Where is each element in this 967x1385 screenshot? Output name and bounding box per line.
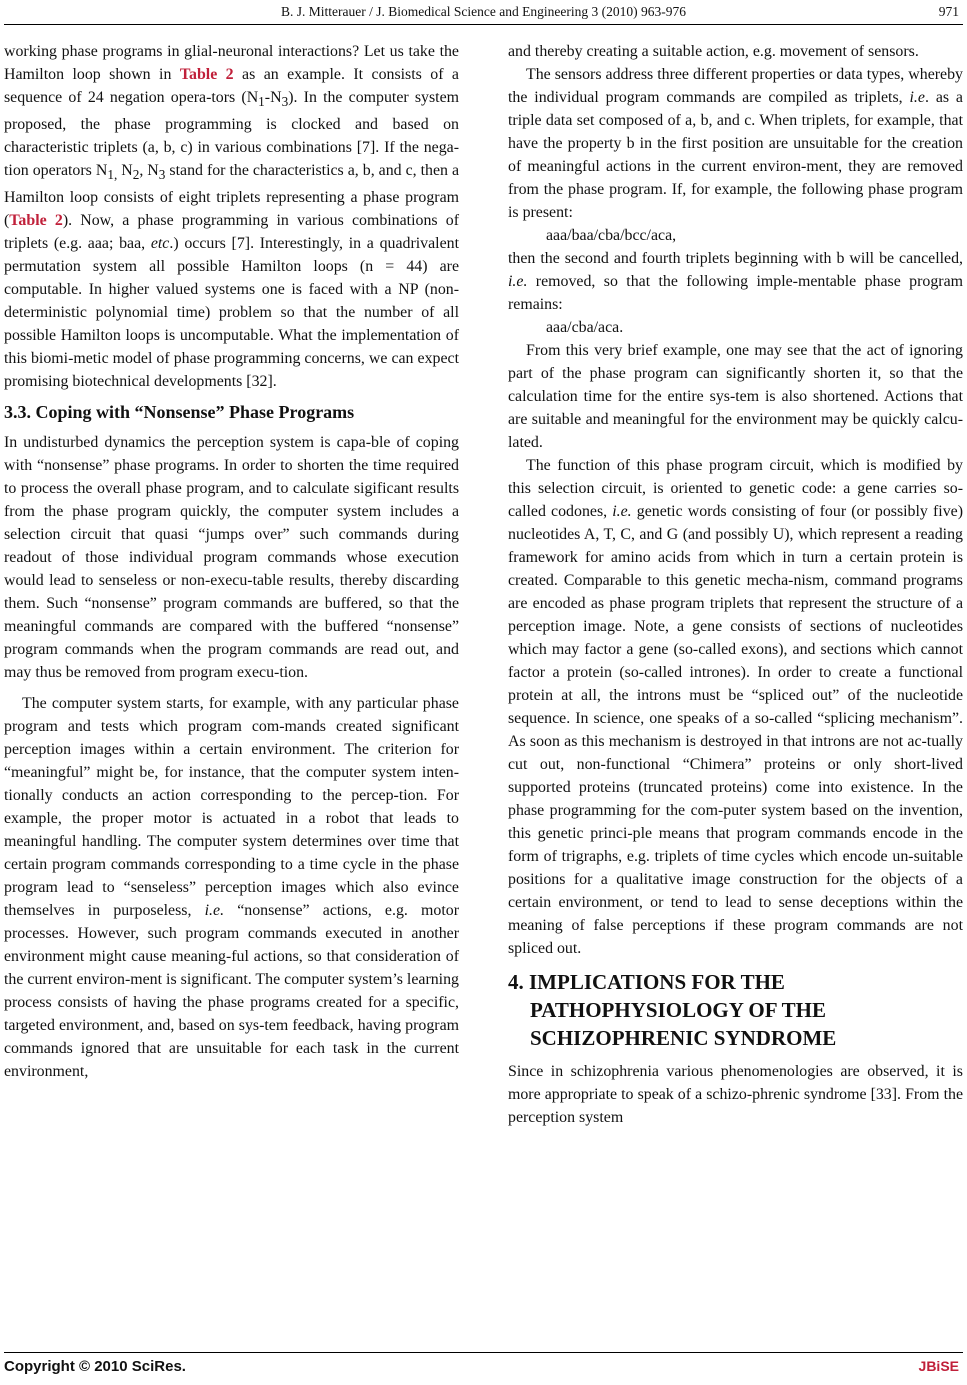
section-heading-4 [508, 968, 963, 1052]
text: The sensors address three different properties or data types, whereby the individual program commands are compiled as triplets, [508, 66, 963, 106]
text: -N [264, 89, 282, 106]
paragraph [508, 247, 963, 316]
text: .) occurs [7]. Interestingly, in a quadrivalent permutation system all possible Hamilton loops (n = 44) are computable. In higher valued systems one is faced with a NP (non-deterministic polynomial time) problem so that the number of all possible Hamilton loops is uncomputable. What the implementation of this biomi-metic model of phase programming concerns, we can expect promising biotechnical developments [32]. [4, 235, 460, 391]
text: The function of this phase program circuit, which is modified by this selection circuit, is oriented to genetic code: a gene carries so-called codones, [508, 457, 963, 520]
paragraph: Since in schizophrenia various phenomenologies are observed, it is more appropriate to speak of a schizo-phrenic syndrome [33]. From the perception system [508, 1063, 963, 1126]
subscript: 3 [281, 94, 289, 110]
right-column [508, 40, 963, 1129]
running-header [0, 4, 967, 24]
text: The computer system starts, for example, with any particular phase program and tests which program com-mands created significant perception images within a certain environment. The criterion for “meaningful” might be, for instance, that the computer system inten-tionally conducts an action corresponding to the percep-tion. For example, the proper motor is actuated in a robot that leads to meaningful handling. The computer system determines over time that certain program commands corresponding to a time cycle in the phase program lead to “senseless” perception images which also evince themselves in purposeless, [4, 695, 459, 920]
subscript: 1, [107, 167, 118, 183]
text: “nonsense” actions, e.g. motor processes. However, such program commands executed in another environment might cause meaning-ful actions, so that consideration of the current environ-ment is significant. The computer system’s learning process consists of having the phase programs created for a specific, targeted environment, and, based on sys-tem feedback, having program commands ignored that are unsuitable for each task in the current environment, [4, 902, 459, 1081]
paragraph [4, 40, 459, 393]
italic-text: i.e [909, 89, 925, 106]
text: N [117, 162, 133, 180]
journal-name: JBiSE [918, 1358, 959, 1374]
text: , N [139, 162, 159, 180]
paragraph: From this very brief example, one may see that the act of ignoring part of the phase program can significantly shorten it, so that the calculation time for the entire sys-tem is also shortened. Actions that are suitable and meaningful for the environment may be quickly calcu-lated. [508, 342, 963, 451]
subscript: 2 [132, 167, 140, 183]
subscript: 1 [258, 94, 265, 110]
text: removed, so that the following imple-mentable phase program remains: [508, 273, 963, 313]
section-heading: 3.3. Coping with “Nonsense” Phase Programs [4, 402, 355, 423]
text: stand for the characteristics a, b, and c, then a Hamilton loop consists of eight triplets representing a phase program ( [4, 162, 459, 230]
header-rule [4, 24, 963, 25]
text: ). In the computer system proposed, the phase programming is clocked and based on characteristic triplets (a, b, c) in various combinations [7]. If the nega-tion operators N [4, 89, 459, 180]
paragraph [508, 454, 963, 960]
left-column [4, 40, 459, 1083]
italic-text: i.e. [612, 503, 632, 520]
paragraph [4, 692, 459, 1083]
italic-text: i.e. [204, 902, 225, 920]
text: as an example. It consists of a sequence of 24 negation opera-tors (N [4, 66, 459, 106]
phase-program-result: aaa/cba/aca. [546, 319, 624, 336]
italic-text: i.e. [508, 273, 528, 290]
text: working phase programs in glial-neuronal interactions? Let us take the Hamilton loop shown in [4, 43, 459, 83]
paragraph: and thereby creating a suitable action, e.g. movement of sensors. [508, 43, 919, 60]
text: genetic words consisting of four (or possibly five) nucleotides A, T, C, and G (and possibly U), which represent a reading framework for amino acids from which in turn a certain protein is created. Comparable to this genetic mecha-nism, command programs are encoded as phase program triplets that represent the structure of a perception image. Note, a gene consists of sections of nucleotides which may factor a gene (so-called exons), and sections which cannot factor a protein (so-called intrones). In order to create a functional protein at all, the introns must be “spliced out” of the nucleotide sequence. In science, one speaks of a so-called “splicing mechanism”. As soon as this mechanism is destroyed in that introns are not ac-tually cut out, non-functional “Chimera” proteins or only short-lived supported proteins (truncated proteins) come into existence. In the phase programming for the com-puter system based on the invention, this genetic princi-ple means that program commands encode in the form of trigraphs, e.g. triplets of time cycles which encode un-suitable positions for a qualitative image construction for the objects of a certain environment, or tend to lead to sense deceptions within the meaning of false perceptions if these program commands are not spliced out. [508, 503, 963, 957]
heading-line: PATHOPHYSIOLOGY OF THE [530, 998, 826, 1022]
page-number: 971 [938, 4, 959, 19]
footer [4, 1358, 963, 1380]
text: then the second and fourth triplets beginning with b will be cancelled, [508, 250, 963, 267]
table-2-ref[interactable]: Table 2 [179, 66, 234, 83]
heading-line: 4. IMPLICATIONS FOR THE [508, 970, 785, 994]
running-title: B. J. Mitterauer / J. Biomedical Science and Engineering 3 (2010) 963-976 [281, 4, 686, 19]
footer-rule [4, 1352, 963, 1353]
italic-text: etc [150, 235, 170, 253]
copyright: Copyright © 2010 SciRes. [4, 1358, 186, 1375]
paragraph [508, 63, 963, 224]
phase-program-example: aaa/baa/cba/bcc/aca, [546, 227, 677, 244]
text: . as a triple data set composed of a, b, and c. When triplets, for example, that have the property b in the first position are unsuitable for the creation of meaningful actions in the current environ-ment, they are removed from the phase program. If, for example, the following phase program is present: [508, 89, 963, 221]
subscript: 3 [158, 167, 166, 183]
paragraph: In undisturbed dynamics the perception system is capa-ble of coping with “nonsense” phase programs. In order to shorten the time required to process the overall phase program, and to calculate sigificant results from the phase program quickly, the computer system includes a selection circuit that quasi “jumps over” such commands during readout of those individual program commands whose execution would lead to senseless or non-execu-table results, thereby discarding them. Such “nonsense” program commands are buffered, so that the meaningful commands are compared with the buffered “nonsense” program commands when the program commands are read out, and may thus be removed from program execu-tion. [4, 434, 459, 682]
heading-line: SCHIZOPHRENIC SYNDROME [530, 1026, 837, 1050]
table-2-ref[interactable]: Table 2 [9, 212, 63, 230]
text: ). Now, a phase programming in various combinations of triplets (e.g. aaa; baa, [4, 212, 459, 253]
